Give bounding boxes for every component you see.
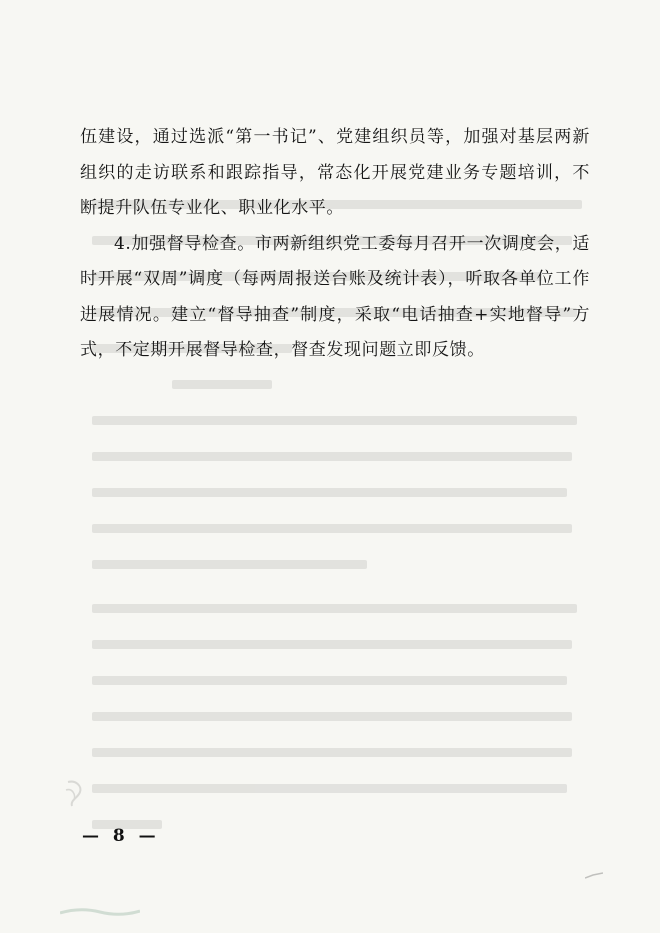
body-text: [80, 120, 590, 369]
paragraph-continued: 伍建设，通过选派“第一书记”、党建组织员等，加强对基层两新组织的走访联系和跟踪指导，常态化开展党建业务专题培训，不断提升队伍专业化、职业化水平。: [80, 127, 590, 218]
scan-artifact-right: [585, 872, 603, 880]
page-number: — 8 —: [82, 826, 160, 846]
scan-artifact: [60, 905, 140, 917]
paragraph-inspection: 4.加强督导检查。市两新组织党工委每月召开一次调度会，适时开展“双周”调度（每两周报送台账及统计表），听取各单位工作进展情况。建立“督导抽查”制度，采取“电话抽查+实地督导”方式，不定期开展督导检查，督查发现问题立即反馈。: [80, 233, 590, 360]
binding-hole-mark: [62, 778, 88, 808]
